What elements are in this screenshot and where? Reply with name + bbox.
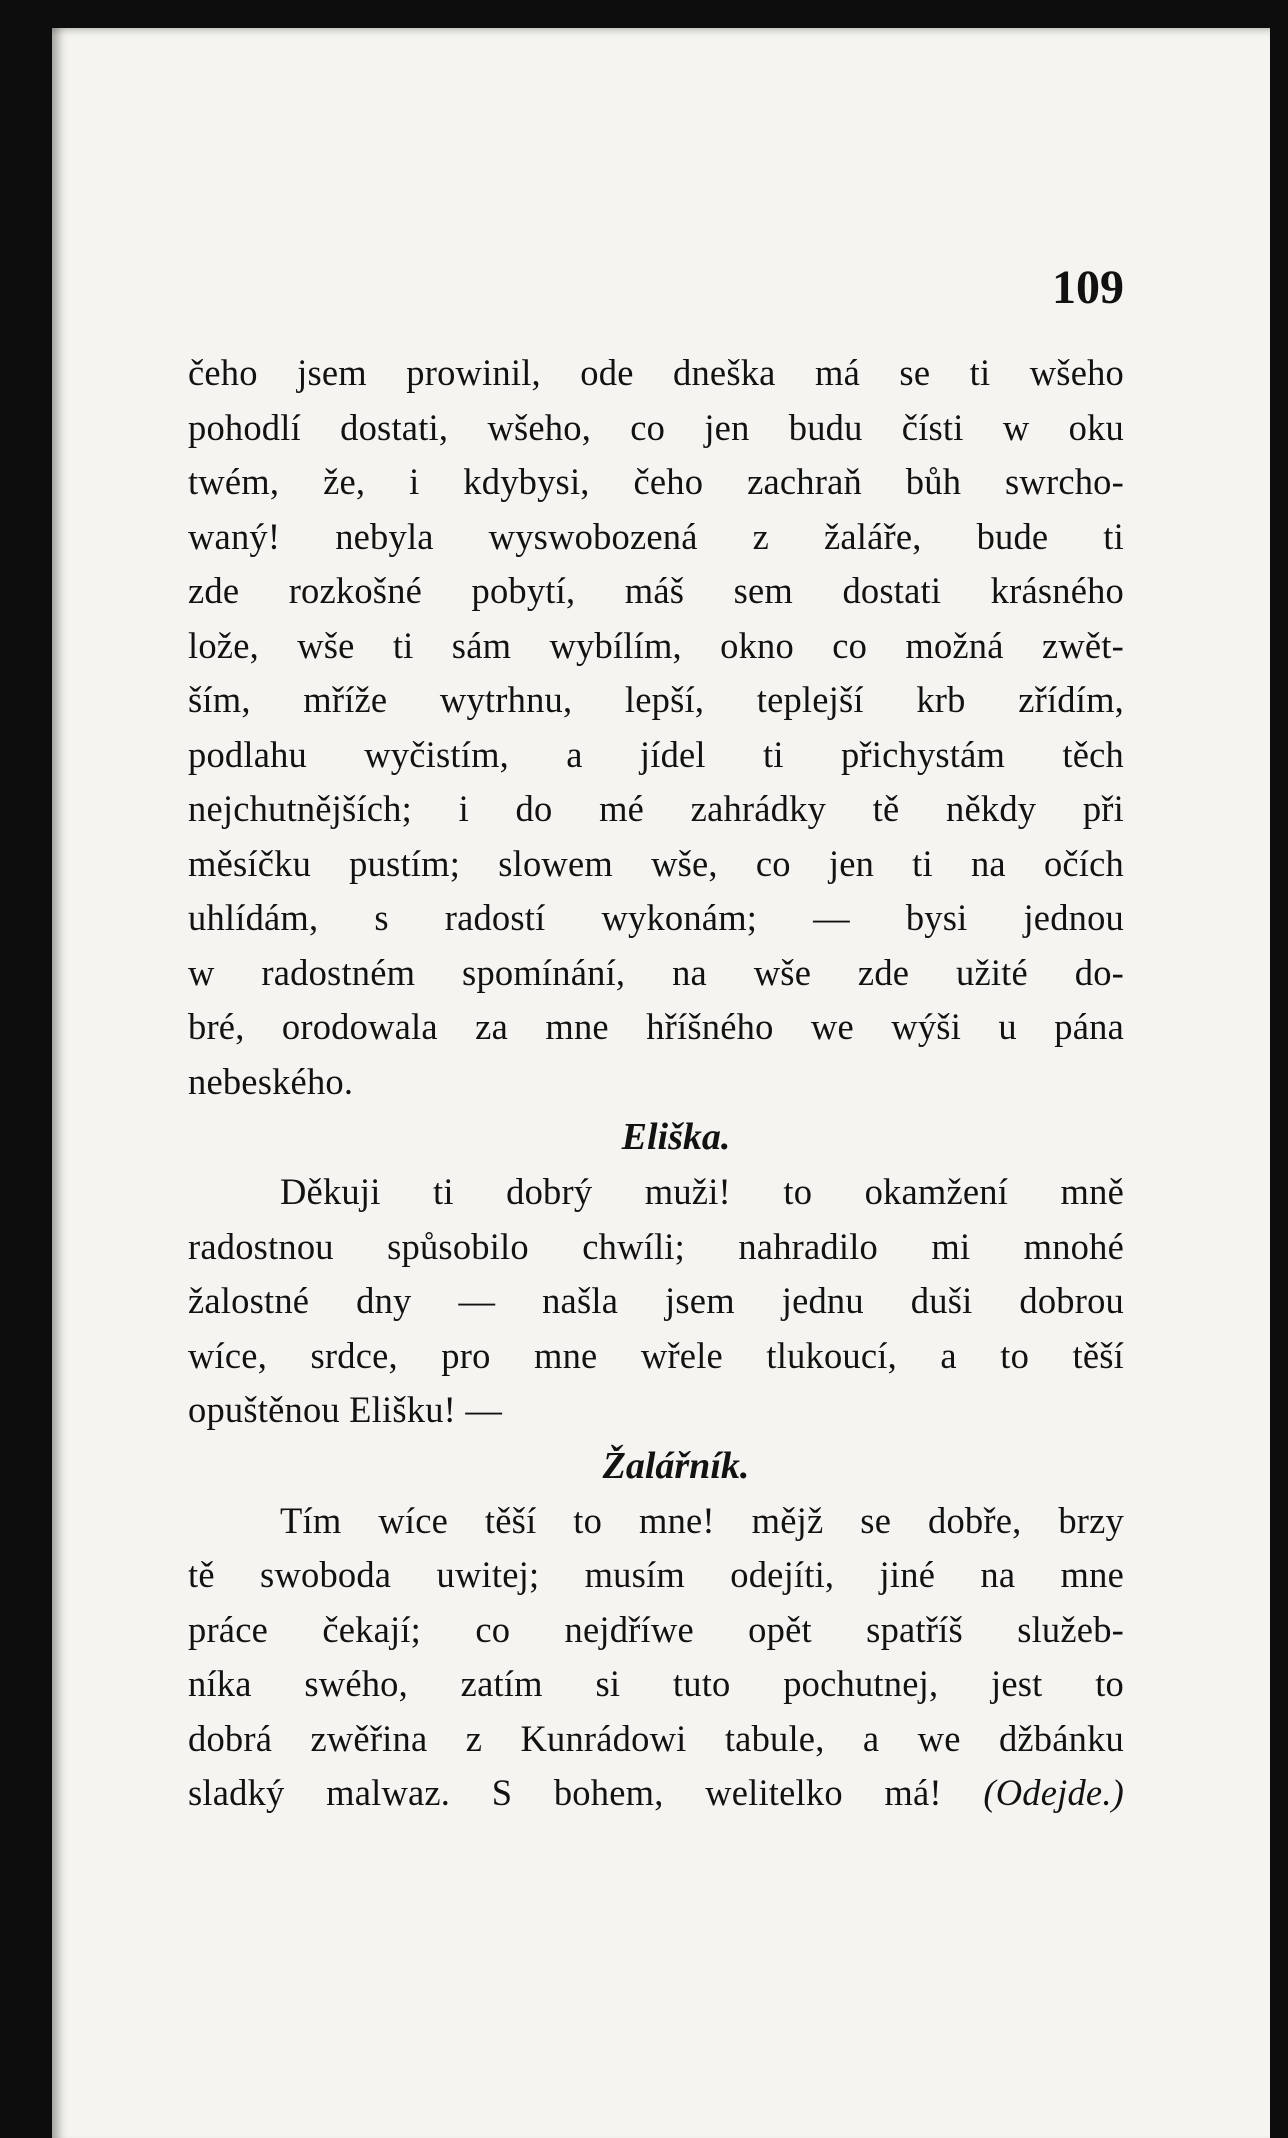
text-line: radostnou spůsobilo chwíli; nahradilo mi mnohé	[188, 1225, 1124, 1267]
text-line: Tím wíce těší to mne! mějž se dobře, brzy	[280, 1499, 1124, 1541]
text-line: opuštěnou Elišku! —	[188, 1389, 503, 1430]
text-line: twém, že, i kdybysi, čeho zachraň bůh swrcho-	[188, 461, 1124, 502]
text-line: zde rozkošné pobytí, máš sem dostati krásného	[188, 570, 1124, 611]
page-number: 109	[1052, 261, 1124, 314]
text-line	[188, 1766, 1124, 1821]
text-line: čeho jsem prowinil, ode dneška má se ti wšeho	[188, 352, 1124, 393]
speaker-heading: Eliška.	[621, 1116, 731, 1158]
text-line: nebeského.	[188, 1060, 354, 1102]
text-block	[188, 346, 1124, 1821]
text-line-content: sladký malwaz. S bohem, welitelko má!	[188, 1772, 942, 1813]
text-line: měsíčku pustím; slowem wše, co jen ti na očích	[188, 842, 1124, 884]
text-line: pohodlí dostati, wšeho, co jen budu čísti w oku	[188, 406, 1124, 448]
text-line: lože, wše ti sám wybílím, okno co možná zwět-	[188, 624, 1124, 666]
text-line: nejchutnějších; i do mé zahrádky tě někdy při	[188, 788, 1124, 829]
text-line: bré, orodowala za mne hříšného we wýši u pána	[188, 1006, 1124, 1047]
speaker-heading: Žalářník.	[602, 1444, 750, 1487]
text-line: níka swého, zatím si tuto pochutnej, jest to	[188, 1663, 1124, 1704]
text-line: tě swoboda uwitej; musím odejíti, jiné na mne	[188, 1554, 1124, 1595]
stage-direction: (Odejde.)	[983, 1772, 1124, 1813]
text-line: ším, mříže wytrhnu, lepší, teplejší krb zřídím,	[188, 679, 1124, 720]
text-line: uhlídám, s radostí wykonám; — bysi jednou	[188, 897, 1124, 938]
text-line: podlahu wyčistím, a jídel ti přichystám těch	[188, 733, 1124, 775]
text-line: žalostné dny — našla jsem jednu duši dobrou	[188, 1280, 1124, 1321]
text-line: wíce, srdce, pro mne wřele tlukoucí, a to těší	[188, 1334, 1124, 1376]
text-line: Děkuji ti dobrý muži! to okamžení mně	[280, 1171, 1124, 1212]
text-line: dobrá zwěřina z Kunrádowi tabule, a we džbánku	[188, 1717, 1124, 1759]
book-page	[52, 28, 1270, 2138]
text-line: waný! nebyla wyswobozená z žaláře, bude ti	[188, 515, 1124, 557]
text-line: w radostném spomínání, na wše zde užité do-	[188, 951, 1124, 993]
text-line: práce čekají; co nejdříwe opět spatříš služeb-	[188, 1608, 1124, 1650]
